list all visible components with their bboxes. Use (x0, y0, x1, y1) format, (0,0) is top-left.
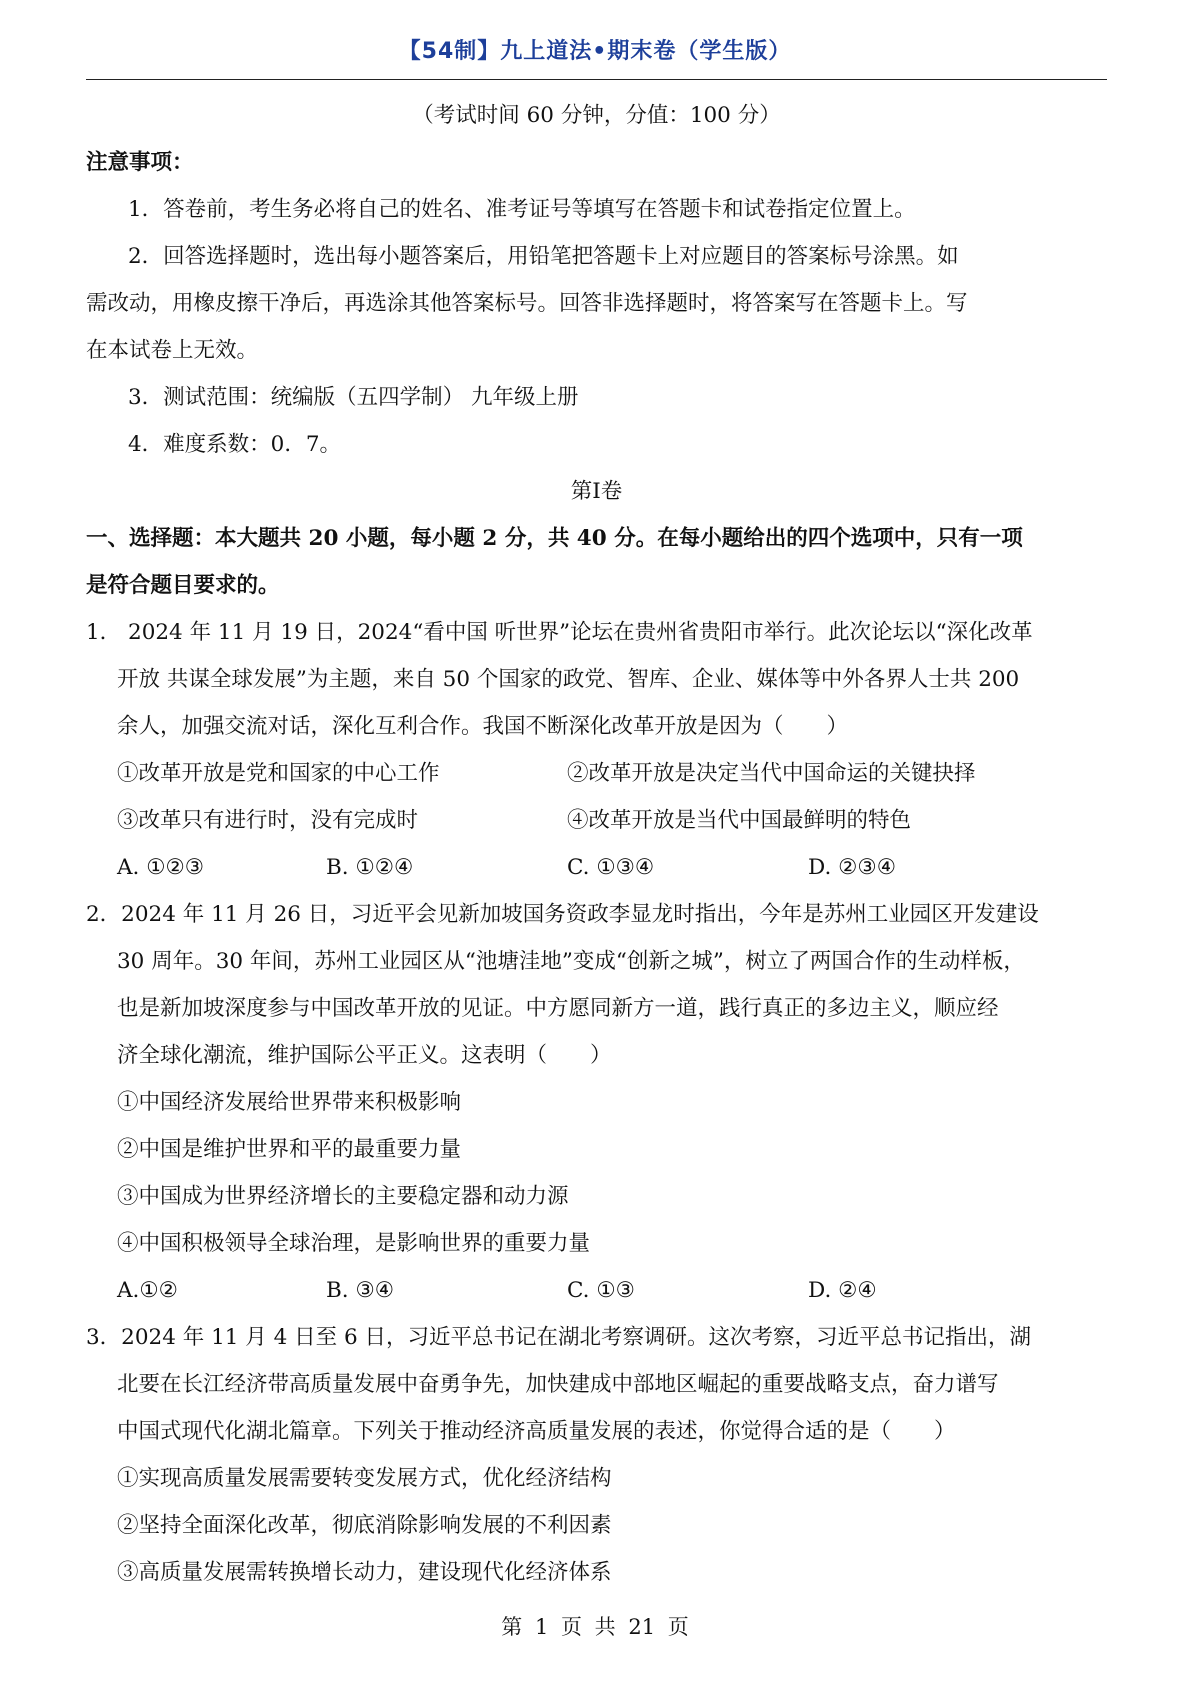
question-2-option-d[interactable]: D. ②④ (808, 1278, 877, 1303)
question-1-option-c[interactable]: C. ①③④ (567, 855, 655, 880)
question-2-statement-3: ③中国成为世界经济增长的主要稳定器和动力源 (117, 1184, 569, 1209)
question-2-stem-line-1: 2．2024 年 11 月 26 日，习近平会见新加坡国务资政李显龙时指出，今年是苏州工业园区开发建设 (86, 902, 1039, 927)
section-heading-line-1: 一、选择题：本大题共 20 小题，每小题 2 分，共 40 分。在每小题给出的四个选项中，只有一项 (86, 526, 1023, 551)
exam-info: （考试时间 60 分钟，分值：100 分） (412, 103, 781, 128)
question-1-statements-row-1 (86, 750, 1107, 797)
question-2-option-b[interactable]: B. ③④ (326, 1278, 395, 1303)
question-1-stem-line-3: 余人，加强交流对话，深化互利合作。我国不断深化改革开放是因为（ ） (117, 714, 849, 739)
question-2-statement-4: ④中国积极领导全球治理，是影响世界的重要力量 (117, 1231, 591, 1256)
question-1-option-b[interactable]: B. ①②④ (326, 855, 414, 880)
question-1-stem-line-2: 开放 共谋全球发展”为主题，来自 50 个国家的政党、智库、企业、媒体等中外各界人士共 200 (117, 667, 1020, 692)
question-1-statements-row-2 (86, 797, 1107, 844)
header-divider (86, 79, 1107, 80)
question-2-stem-line-3: 也是新加坡深度参与中国改革开放的见证。中方愿同新方一道，践行真正的多边主义，顺应经 (117, 996, 999, 1021)
page-header-title: 【54制】九上道法•期末卷（学生版） (398, 39, 792, 64)
question-3-statement-3: ③高质量发展需转换增长动力，建设现代化经济体系 (117, 1560, 612, 1585)
question-2-option-a[interactable]: A.①② (117, 1278, 178, 1303)
question-1-statement-2: ②改革开放是决定当代中国命运的关键抉择 (567, 761, 976, 786)
question-1-statement-3: ③改革只有进行时，没有完成时 (117, 808, 419, 833)
note-item-3: 3．测试范围：统编版（五四学制） 九年级上册 (128, 385, 579, 410)
question-1-statement-1: ①改革开放是党和国家的中心工作 (117, 761, 440, 786)
question-2-stem-line-2: 30 周年。30 年间，苏州工业园区从“池塘洼地”变成“创新之城”，树立了两国合作的生动样板， (117, 949, 1025, 974)
document-body (86, 92, 1107, 1596)
question-3-statement-2: ②坚持全面深化改革，彻底消除影响发展的不利因素 (117, 1513, 612, 1538)
note-item-1: 1．答卷前，考生务必将自己的姓名、准考证号等填写在答题卡和试卷指定位置上。 (128, 197, 916, 222)
section-heading-line-2: 是符合题目要求的。 (86, 573, 280, 598)
question-1-options (86, 844, 1107, 891)
question-2-option-c[interactable]: C. ①③ (567, 1278, 635, 1303)
question-2-statement-2: ②中国是维护世界和平的最重要力量 (117, 1137, 462, 1162)
page-number: 第 1 页 共 21 页 (501, 1615, 689, 1639)
question-3-stem-line-3: 中国式现代化湖北篇章。下列关于推动经济高质量发展的表述，你觉得合适的是（ ） (117, 1419, 956, 1444)
question-1-stem-line-1: 1． 2024 年 11 月 19 日，2024“看中国 听世界”论坛在贵州省贵阳市举行。此次论坛以“深化改革 (86, 620, 1033, 645)
question-1-option-a[interactable]: A. ①②③ (117, 855, 205, 880)
notes-heading: 注意事项： (86, 150, 194, 175)
question-1-statement-4: ④改革开放是当代中国最鲜明的特色 (567, 808, 912, 833)
note-item-2: 2．回答选择题时，选出每小题答案后，用铅笔把答题卡上对应题目的答案标号涂黑。如 (128, 244, 959, 269)
question-2-options (86, 1267, 1107, 1314)
volume-title: 第Ⅰ卷 (570, 479, 623, 504)
question-1-option-d[interactable]: D. ②③④ (808, 855, 896, 880)
question-2-stem-line-4: 济全球化潮流，维护国际公平正义。这表明（ ） (117, 1043, 612, 1068)
note-item-2-cont: 需改动，用橡皮擦干净后，再选涂其他答案标号。回答非选择题时，将答案写在答题卡上。写 (86, 291, 968, 316)
question-2-statement-1: ①中国经济发展给世界带来积极影响 (117, 1090, 462, 1115)
question-3-stem-line-2: 北要在长江经济带高质量发展中奋勇争先，加快建成中部地区崛起的重要战略支点，奋力谱写 (117, 1372, 999, 1397)
question-3-statement-1: ①实现高质量发展需要转变发展方式，优化经济结构 (117, 1466, 612, 1491)
note-item-2-end: 在本试卷上无效。 (86, 338, 259, 363)
question-3-stem-line-1: 3．2024 年 11 月 4 日至 6 日，习近平总书记在湖北考察调研。这次考察，习近平总书记指出，湖 (86, 1325, 1031, 1350)
note-item-4: 4．难度系数：0．7。 (128, 432, 342, 457)
